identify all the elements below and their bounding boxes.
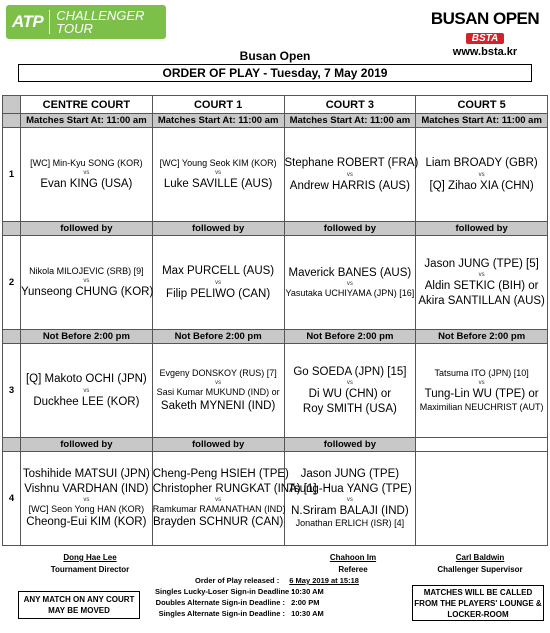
- referee-signature: [283, 553, 423, 574]
- slot-label: followed by: [152, 222, 284, 236]
- court-header: COURT 5: [416, 96, 548, 114]
- vs-label: vs: [83, 387, 90, 394]
- player-name: Christopher RUNGKAT (INA) [1]: [152, 482, 317, 495]
- match-cell: [416, 236, 548, 330]
- deadline-line: [155, 598, 319, 607]
- player-name: Maximilian NEUCHRIST (AUT): [419, 401, 544, 412]
- slot-label: followed by: [416, 222, 548, 236]
- slot-label: followed by: [21, 438, 153, 452]
- player-name: Stephane ROBERT (FRA): [284, 157, 419, 170]
- player-name: Roy SMITH (USA): [302, 402, 397, 415]
- deadline-label: Singles Lucky-Loser Sign-in Deadline :: [155, 587, 294, 596]
- row-label-spacer: [3, 114, 21, 128]
- start-time-label: Matches Start At: 11:00 am: [152, 114, 284, 128]
- player-name: [Q] Makoto OCHI (JPN): [25, 373, 147, 386]
- deadline-line: [155, 609, 324, 618]
- player-name: Vishnu VARDHAN (IND): [24, 482, 149, 495]
- slot-label: Not Before 2:00 pm: [284, 330, 416, 344]
- vs-label: vs: [346, 497, 353, 504]
- slot-label: followed by: [152, 438, 284, 452]
- player-name: [Q] Zihao XIA (CHN): [429, 179, 534, 192]
- row-label-spacer: [3, 330, 21, 344]
- slot-label: Not Before 2:00 pm: [152, 330, 284, 344]
- court-header: COURT 1: [152, 96, 284, 114]
- row-label-spacer: [3, 438, 21, 452]
- row-number: 3: [3, 344, 21, 438]
- released-line: [195, 576, 359, 585]
- referee-name: Chahoon Im: [329, 553, 377, 562]
- order-of-play-table: [2, 95, 548, 546]
- busan-logo-url: www.bsta.kr: [452, 46, 518, 58]
- vs-label: vs: [83, 277, 90, 284]
- match-cell: [21, 128, 153, 222]
- player-name: Tung-Lin WU (TPE) or: [424, 388, 539, 401]
- match-cell: [152, 128, 284, 222]
- match-cell: [284, 128, 419, 222]
- row-number: 4: [3, 452, 21, 546]
- player-name: N.Sriram BALAJI (IND): [291, 505, 409, 518]
- player-name: Evgeny DONSKOY (RUS) [7]: [159, 368, 277, 379]
- vs-label: vs: [83, 169, 90, 176]
- vs-label: vs: [83, 497, 90, 504]
- match-cell: [21, 344, 153, 438]
- supervisor-name: Carl Baldwin: [455, 553, 505, 562]
- deadline-label: Singles Alternate Sign-in Deadline :: [158, 609, 285, 618]
- released-label: Order of Play released :: [195, 576, 280, 585]
- player-name: Luke SAVILLE (AUS): [163, 177, 273, 190]
- called-notice-box: MATCHES WILL BE CALLED FROM THE PLAYERS' LOUNGE & LOCKER-ROOM: [412, 585, 544, 621]
- player-name: Cheng-Peng HSIEH (TPE): [152, 468, 289, 481]
- player-name: Jason JUNG (TPE): [300, 468, 400, 481]
- player-name: [WC] Seon Yong HAN (KOR): [28, 504, 145, 515]
- tour-line-2: TOUR: [56, 21, 93, 36]
- atp-logo-text: ATP: [12, 12, 44, 31]
- busan-logo-title: BUSAN OPEN: [430, 9, 540, 28]
- player-name: Max PURCELL (AUS): [162, 265, 275, 278]
- bsta-badge: BSTA: [466, 33, 504, 44]
- match-cell: [284, 236, 416, 330]
- vs-label: vs: [478, 380, 485, 387]
- player-name: Tsung-Hua YANG (TPE): [288, 482, 412, 495]
- vs-label: vs: [478, 171, 485, 178]
- match-cell: [284, 452, 416, 546]
- player-name: Ramkumar RAMANATHAN (IND): [152, 504, 286, 515]
- supervisor-role: Challenger Supervisor: [437, 565, 523, 574]
- player-name: [WC] Young Seok KIM (KOR): [159, 157, 277, 168]
- player-name: Yunseong CHUNG (KOR): [21, 285, 154, 298]
- player-name: Filip PELIWO (CAN): [166, 287, 271, 300]
- supervisor-signature: [410, 553, 550, 574]
- player-name: Di WU (CHN) or: [308, 388, 392, 401]
- deadline-value: 10:30 AM: [291, 587, 324, 596]
- match-cell: [152, 452, 317, 546]
- vs-label: vs: [215, 169, 222, 176]
- match-cell: [21, 452, 153, 546]
- slot-label: followed by: [284, 438, 416, 452]
- vs-label: vs: [346, 380, 353, 387]
- director-name: Dong Hae Lee: [63, 553, 117, 562]
- empty-match-cell: [416, 452, 548, 546]
- tour-line-1: CHALLENGER: [56, 8, 145, 23]
- start-time-label: Matches Start At: 11:00 am: [416, 114, 548, 128]
- match-cell: [152, 344, 284, 438]
- start-time-label: Matches Start At: 11:00 am: [284, 114, 416, 128]
- match-cell: [416, 128, 548, 222]
- player-name: Saketh MYNENI (IND): [160, 399, 276, 412]
- player-name: Sasi Kumar MUKUND (IND) or: [156, 387, 280, 398]
- slot-label: Not Before 2:00 pm: [416, 330, 548, 344]
- slot-label: followed by: [284, 222, 416, 236]
- court-header: COURT 3: [284, 96, 416, 114]
- corner-cell: [3, 96, 21, 114]
- player-name: Jason JUNG (TPE) [5]: [424, 257, 539, 270]
- page-title: ORDER OF PLAY - Tuesday, 7 May 2019: [18, 64, 532, 82]
- moved-notice-box: ANY MATCH ON ANY COURT MAY BE MOVED: [18, 591, 140, 619]
- player-name: [WC] Min-Kyu SONG (KOR): [30, 157, 143, 168]
- slot-label: followed by: [21, 222, 153, 236]
- match-cell: [21, 236, 153, 330]
- player-name: Tatsuma ITO (JPN) [10]: [434, 368, 529, 379]
- court-header: CENTRE COURT: [21, 96, 153, 114]
- vs-label: vs: [346, 281, 353, 288]
- deadline-value: 2:00 PM: [291, 598, 320, 607]
- deadline-label: Doubles Alternate Sign-in Deadline :: [155, 598, 285, 607]
- player-name: Liam BROADY (GBR): [425, 157, 538, 170]
- vs-label: vs: [478, 272, 485, 279]
- vs-label: vs: [215, 380, 222, 387]
- row-label-spacer: [3, 222, 21, 236]
- empty-slot-label: [416, 438, 548, 452]
- player-name: Maverick BANES (AUS): [288, 266, 412, 279]
- player-name: Jonathan ERLICH (ISR) [4]: [295, 518, 405, 529]
- player-name: Duckhee LEE (KOR): [33, 395, 140, 408]
- director-role: Tournament Director: [50, 565, 130, 574]
- start-time-label: Matches Start At: 11:00 am: [21, 114, 153, 128]
- player-name: Akira SANTILLAN (AUS): [418, 294, 545, 307]
- player-name: Yasutaka UCHIYAMA (JPN) [16]: [285, 288, 415, 299]
- vs-label: vs: [215, 497, 222, 504]
- deadline-line: [155, 587, 324, 596]
- released-value: 6 May 2019 at 15:18: [289, 576, 359, 585]
- match-cell: [152, 236, 284, 330]
- match-cell: [416, 344, 548, 438]
- player-name: Cheong-Eui KIM (KOR): [26, 516, 147, 529]
- deadline-value: 10:30 AM: [291, 609, 324, 618]
- director-signature: [20, 553, 160, 574]
- referee-role: Referee: [338, 565, 368, 574]
- player-name: Brayden SCHNUR (CAN): [152, 516, 284, 529]
- player-name: Andrew HARRIS (AUS): [289, 179, 410, 192]
- slot-label: Not Before 2:00 pm: [21, 330, 153, 344]
- player-name: Go SOEDA (JPN) [15]: [293, 365, 407, 378]
- match-cell: [284, 344, 416, 438]
- player-name: Toshihide MATSUI (JPN): [22, 468, 150, 481]
- vs-label: vs: [215, 279, 222, 286]
- event-name: Busan Open: [239, 49, 311, 63]
- player-name: Evan KING (USA): [40, 177, 133, 190]
- vs-label: vs: [346, 171, 353, 178]
- row-number: 2: [3, 236, 21, 330]
- player-name: Aldin SETKIC (BIH) or: [424, 280, 539, 293]
- player-name: Nikola MILOJEVIC (SRB) [9]: [29, 265, 144, 276]
- atp-challenger-logo: [6, 5, 166, 39]
- row-number: 1: [3, 128, 21, 222]
